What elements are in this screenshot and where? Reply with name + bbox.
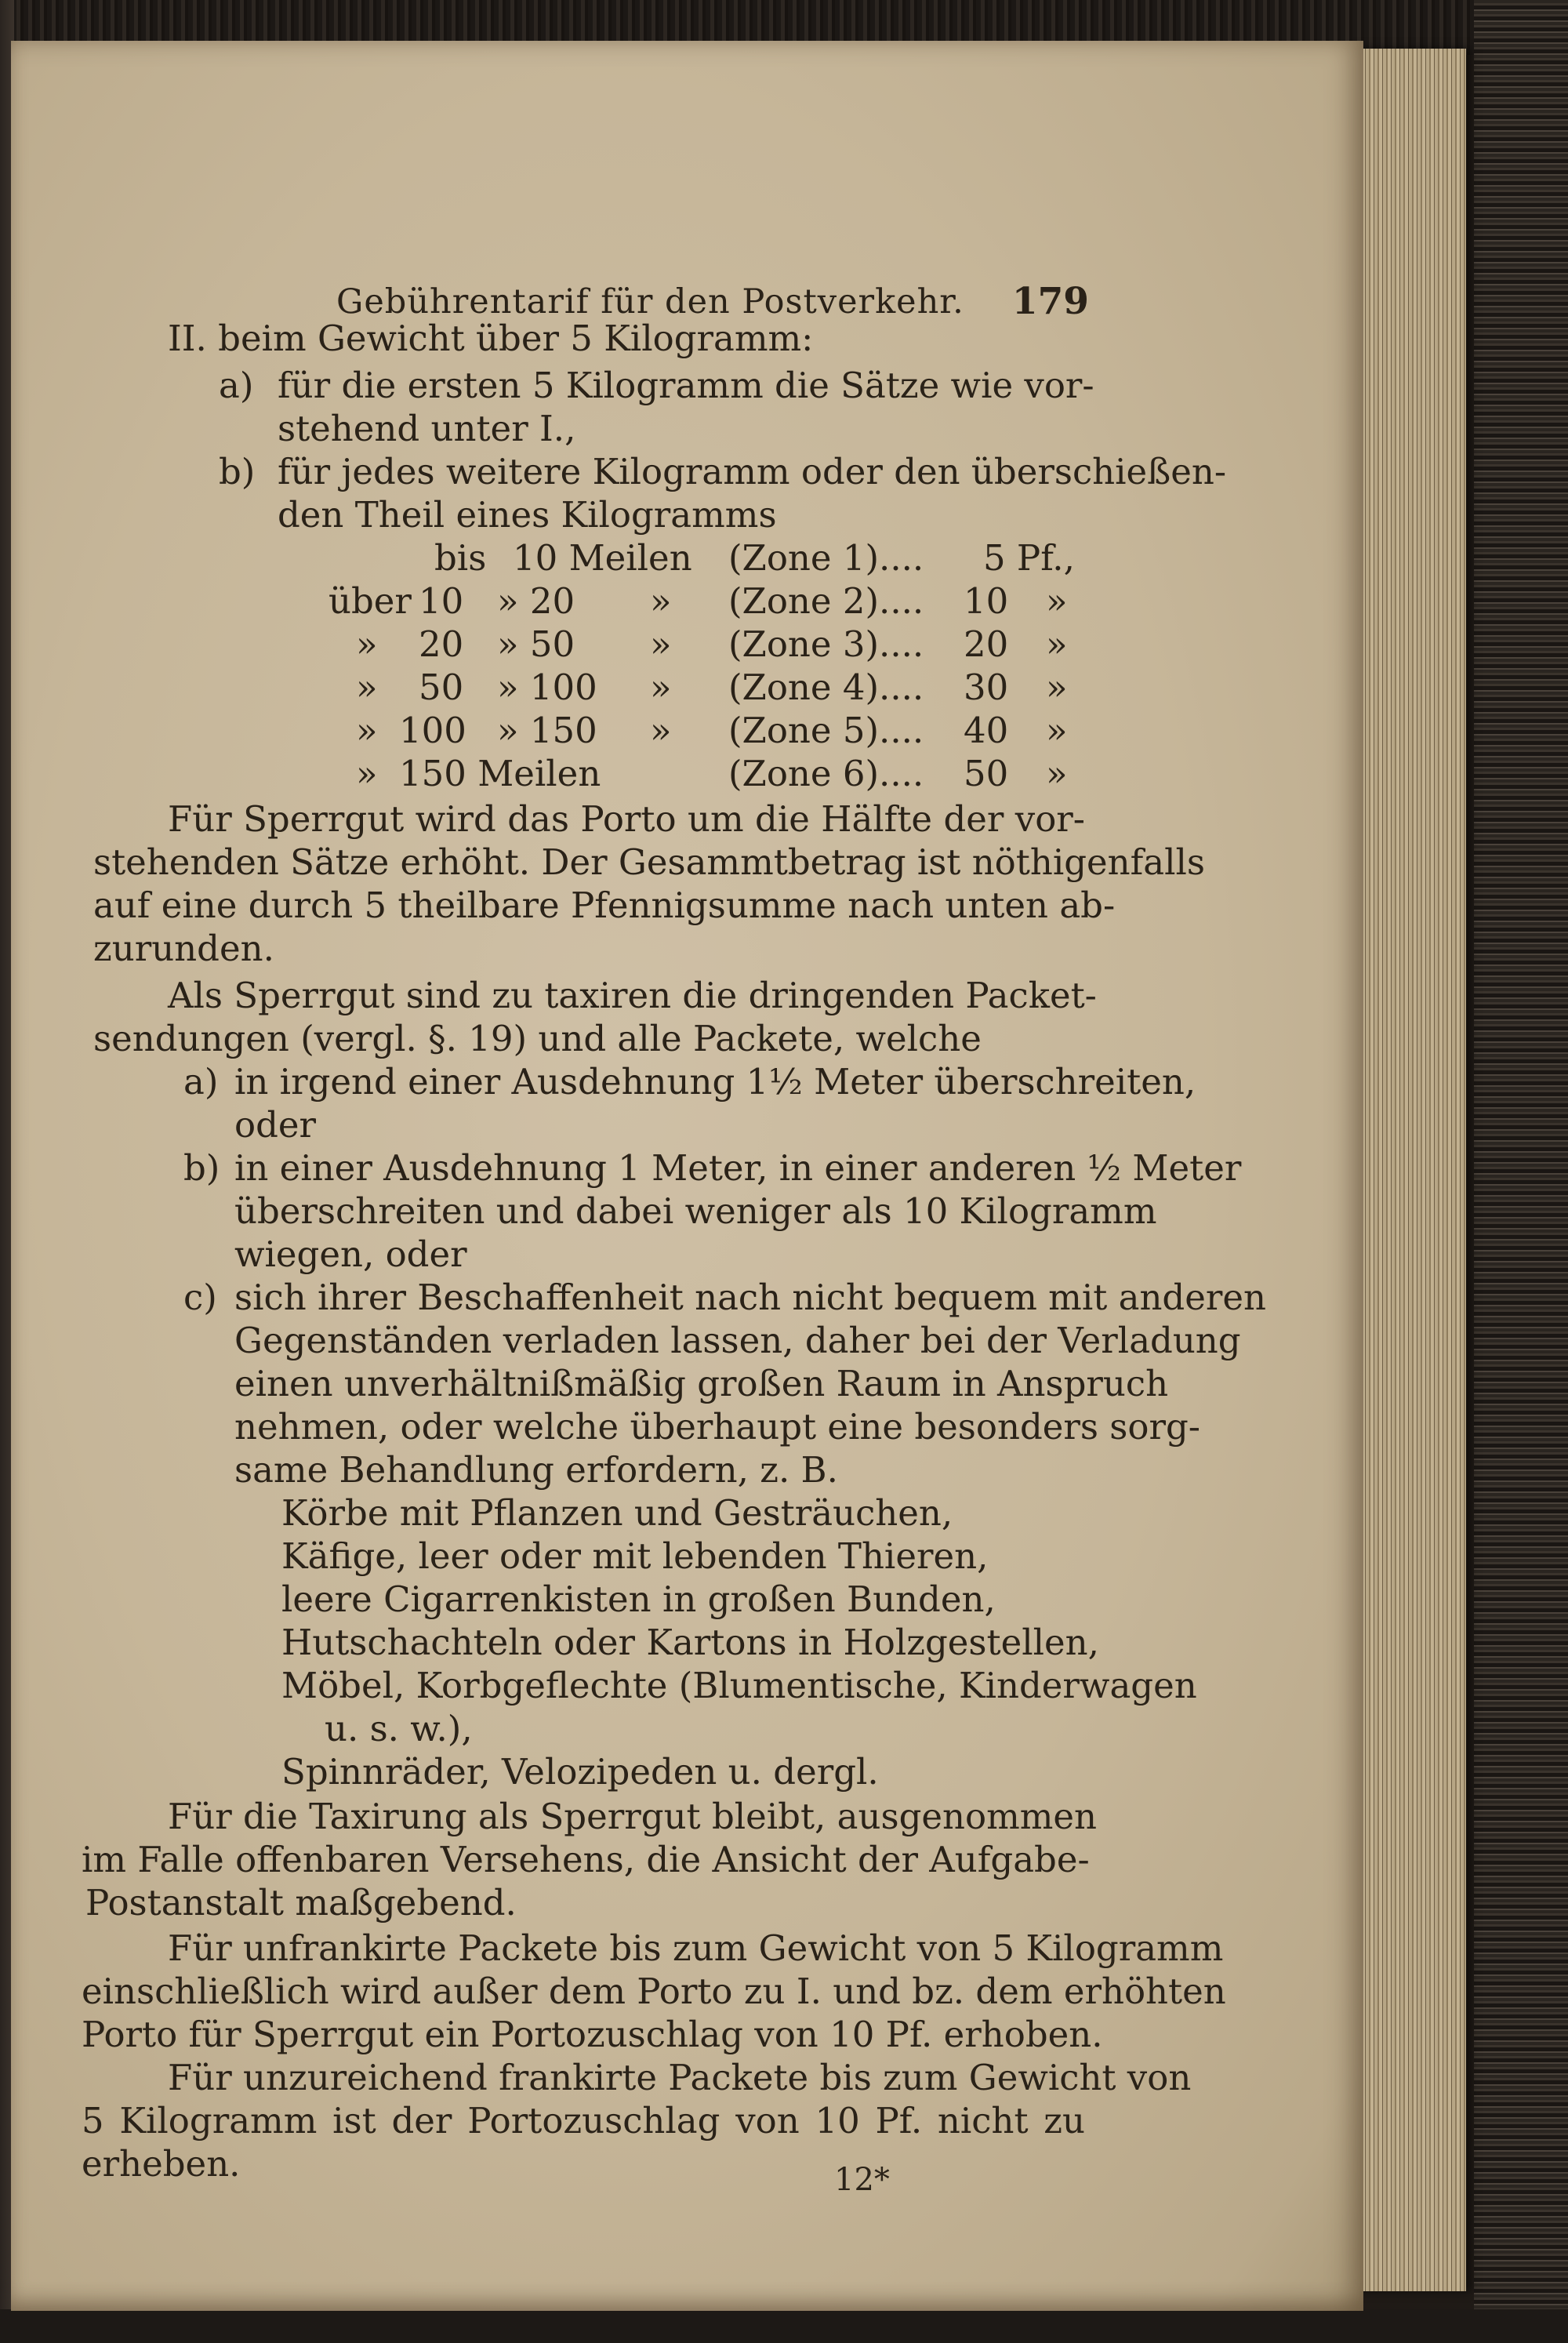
text-line: nehmen, oder welche überhaupt eine besonders sorg-	[234, 1406, 1201, 1448]
text-line: einschließlich wird außer dem Porto zu I. und bz. dem erhöhten	[82, 1971, 1226, 2012]
item-label: b)	[183, 1147, 220, 1189]
text-line: einen unverhältnißmäßig großen Raum in Anspruch	[234, 1363, 1169, 1404]
example-line: Hutschachteln oder Kartons in Holzgestellen,	[281, 1622, 1099, 1663]
body-text	[11, 41, 1363, 2311]
section-heading: II. beim Gewicht über 5 Kilogramm:	[168, 318, 814, 359]
running-title: Gebührentarif für den Postverkehr.	[336, 282, 964, 321]
zone-row: bis 10 Meilen (Zone 1).... 5 Pf.,	[434, 537, 1075, 579]
text-line: wiegen, oder	[234, 1233, 467, 1275]
text-line: sich ihrer Beschaffenheit nach nicht bequem mit anderen	[234, 1277, 1266, 1318]
text-line: same Behandlung erfordern, z. B.	[234, 1449, 838, 1491]
text-line: 5 Kilogramm ist der Portozuschlag von 10 Pf. nicht zu	[82, 2100, 1085, 2141]
item-label: b)	[219, 451, 256, 492]
item-label: a)	[183, 1061, 219, 1102]
example-line: Körbe mit Pflanzen und Gesträuchen,	[281, 1492, 953, 1534]
example-line: Möbel, Korbgeflechte (Blumentische, Kinderwagen	[281, 1665, 1197, 1706]
book-cover-bottom	[0, 2309, 1568, 2343]
example-line: Käfige, leer oder mit lebenden Thieren,	[281, 1535, 989, 1577]
zone-row: » 20 » 50 » (Zone 3).... 20 »	[356, 623, 1068, 665]
signature-mark: 12*	[834, 2162, 890, 2198]
text-line: Für unfrankirte Packete bis zum Gewicht von 5 Kilogramm	[168, 1927, 1224, 1969]
example-line: leere Cigarrenkisten in großen Bunden,	[281, 1578, 996, 1620]
text-line: im Falle offenbaren Versehens, die Ansicht der Aufgabe-	[82, 1839, 1090, 1880]
text-line: stehenden Sätze erhöht. Der Gesammtbetrag ist nöthigenfalls	[93, 841, 1206, 883]
book-page	[11, 41, 1363, 2311]
example-line: Spinnräder, Velozipeden u. dergl.	[281, 1751, 879, 1793]
zone-row: » 100 » 150 » (Zone 5).... 40 »	[356, 710, 1068, 751]
text-line: Für die Taxirung als Sperrgut bleibt, ausgenommen	[168, 1796, 1098, 1837]
text-line: den Theil eines Kilogramms	[278, 494, 777, 536]
text-line: auf eine durch 5 theilbare Pfennigsumme nach unten ab-	[93, 885, 1116, 926]
zone-row: über 10 » 20 » (Zone 2).... 10 »	[328, 580, 1068, 622]
example-line: u. s. w.),	[325, 1708, 473, 1749]
text-line: Gegenständen verladen lassen, daher bei der Verladung	[234, 1320, 1241, 1361]
book-cover-right-edge	[1474, 0, 1568, 2343]
text-line: Als Sperrgut sind zu taxiren die dringenden Packet-	[168, 975, 1097, 1016]
item-label: a)	[219, 365, 254, 406]
text-line: Für Sperrgut wird das Porto um die Hälfte der vor-	[168, 798, 1085, 840]
text-line: sendungen (vergl. §. 19) und alle Packete, welche	[93, 1018, 982, 1059]
page-stack-edge	[1348, 49, 1466, 2291]
item-label: c)	[183, 1277, 217, 1318]
page-number: 179	[1011, 280, 1089, 323]
text-line: Porto für Sperrgut ein Portozuschlag von 10 Pf. erhoben.	[82, 2014, 1103, 2055]
text-line: in irgend einer Ausdehnung 1½ Meter überschreiten,	[234, 1061, 1196, 1102]
zone-row: » 50 » 100 » (Zone 4).... 30 »	[356, 667, 1068, 708]
text-line: überschreiten und dabei weniger als 10 Kilogramm	[234, 1190, 1157, 1232]
text-line: erheben.	[82, 2143, 241, 2185]
text-line: stehend unter I.,	[278, 408, 576, 449]
text-line: in einer Ausdehnung 1 Meter, in einer anderen ½ Meter	[234, 1147, 1242, 1189]
text-line: oder	[234, 1104, 317, 1146]
text-line: für die ersten 5 Kilogramm die Sätze wie vor-	[278, 365, 1094, 406]
zone-row: » 150 Meilen (Zone 6).... 50 »	[356, 753, 1068, 794]
text-line: zurunden.	[93, 928, 274, 969]
text-line: Für unzureichend frankirte Packete bis zum Gewicht von	[168, 2057, 1192, 2098]
text-line: Postanstalt maßgebend.	[85, 1882, 517, 1923]
text-line: für jedes weitere Kilogramm oder den überschießen-	[278, 451, 1227, 492]
